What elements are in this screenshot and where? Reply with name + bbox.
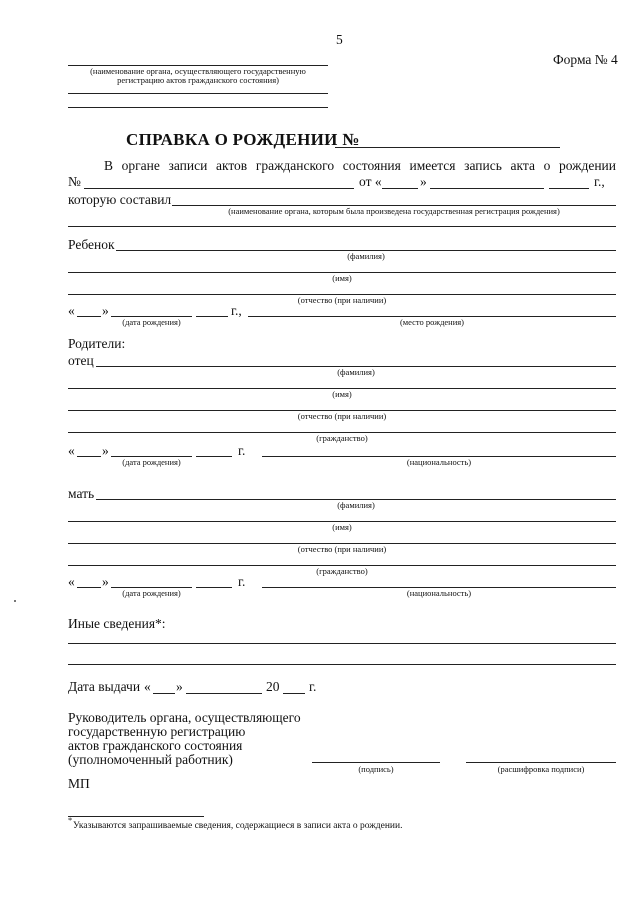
- mother-nationality-caption: (национальность): [406, 588, 472, 598]
- signature-caption: (подпись): [358, 764, 394, 774]
- child-date-open: «: [68, 303, 75, 318]
- footnote-text: Указываются запрашиваемые сведения, содержащиеся в записи акта о рождении.: [73, 821, 403, 831]
- mother-name-caption: (имя): [332, 522, 352, 532]
- issue-year-suffix: г.: [309, 679, 317, 694]
- issue-date-open: «: [144, 679, 151, 694]
- form-number: Форма № 4: [553, 52, 618, 67]
- issue-month-field[interactable]: [186, 693, 262, 694]
- document-title: СПРАВКА О РОЖДЕНИИ №: [126, 130, 360, 149]
- father-patronymic-caption: (отчество (при наличии): [297, 411, 387, 421]
- record-from-label: от «: [359, 174, 382, 189]
- record-number-field[interactable]: [84, 188, 354, 189]
- issue-date-close: »: [176, 679, 183, 694]
- mother-year-suffix: г.: [238, 574, 246, 589]
- authority-line-3[interactable]: [68, 107, 328, 108]
- child-label: Ребенок: [68, 237, 115, 252]
- signature-field[interactable]: [312, 762, 440, 763]
- child-surname-caption: (фамилия): [347, 251, 385, 261]
- parents-label: Родители:: [68, 336, 126, 351]
- mother-birth-day-field[interactable]: [77, 587, 101, 588]
- record-month-field[interactable]: [430, 188, 544, 189]
- mother-label: мать: [68, 486, 95, 501]
- father-date-close: »: [102, 443, 109, 458]
- father-birth-date-caption: (дата рождения): [122, 457, 181, 467]
- issue-year-field[interactable]: [283, 693, 305, 694]
- page-number: 5: [336, 32, 343, 47]
- child-name-caption: (имя): [332, 273, 352, 283]
- child-date-close: »: [102, 303, 109, 318]
- signatory-line-4: (уполномоченный работник): [68, 752, 233, 767]
- footnote-separator: [68, 816, 204, 817]
- issue-year-prefix: 20: [266, 679, 280, 694]
- father-name-caption: (имя): [332, 389, 352, 399]
- issue-day-field[interactable]: [153, 693, 175, 694]
- other-info-field-1[interactable]: [68, 643, 616, 644]
- mother-date-close: »: [102, 574, 109, 589]
- signature-decoding-field[interactable]: [466, 762, 616, 763]
- father-surname-caption: (фамилия): [337, 367, 375, 377]
- signatory-line-1: Руководитель органа, осуществляющего: [68, 710, 301, 725]
- compiled-label: которую составил: [68, 192, 172, 207]
- signatory-line-2: государственную регистрацию: [68, 724, 246, 739]
- mother-surname-caption: (фамилия): [337, 500, 375, 510]
- father-date-open: «: [68, 443, 75, 458]
- mother-birth-date-caption: (дата рождения): [122, 588, 181, 598]
- scan-speck: [14, 600, 16, 602]
- other-info-field-2[interactable]: [68, 664, 616, 665]
- child-birth-day-field[interactable]: [77, 316, 101, 317]
- compiled-caption: (наименование органа, которым была произведена государственная регистрация рождения): [228, 206, 560, 216]
- father-year-suffix: г.: [238, 443, 246, 458]
- father-birth-day-field[interactable]: [77, 456, 101, 457]
- issue-date-label: Дата выдачи: [68, 679, 141, 694]
- mother-date-open: «: [68, 574, 75, 589]
- mother-birth-year-field[interactable]: [196, 587, 232, 588]
- certificate-number-field[interactable]: [335, 147, 560, 148]
- child-birth-year-field[interactable]: [196, 316, 228, 317]
- record-year-suffix: г.,: [594, 174, 605, 189]
- record-year-field[interactable]: [549, 188, 589, 189]
- compiled-by-field-2[interactable]: [68, 226, 616, 227]
- child-patronymic-caption: (отчество (при наличии): [297, 295, 387, 305]
- other-info-label: Иные сведения*:: [68, 616, 166, 631]
- seal-mark: МП: [68, 776, 90, 791]
- authority-caption-1: (наименование органа, осуществляющего государственную: [90, 66, 306, 76]
- father-nationality-caption: (национальность): [406, 457, 472, 467]
- authority-line-2[interactable]: [68, 93, 328, 94]
- decoding-caption: (расшифровка подписи): [497, 764, 585, 774]
- child-year-suffix: г.,: [231, 303, 242, 318]
- child-birth-place-caption: (место рождения): [399, 317, 465, 327]
- child-birth-date-caption: (дата рождения): [122, 317, 181, 327]
- footnote-mark: *: [68, 815, 73, 825]
- record-quote-close: »: [420, 174, 427, 189]
- signatory-line-3: актов гражданского состояния: [68, 738, 243, 753]
- mother-citizenship-caption: (гражданство): [316, 566, 368, 576]
- authority-caption-2: регистрацию актов гражданского состояния): [117, 75, 279, 85]
- father-label: отец: [68, 353, 94, 368]
- record-day-field[interactable]: [382, 188, 418, 189]
- mother-patronymic-caption: (отчество (при наличии): [297, 544, 387, 554]
- intro-text: В органе записи актов гражданского состояния имеется запись акта о рождении: [104, 158, 616, 173]
- father-birth-year-field[interactable]: [196, 456, 232, 457]
- father-citizenship-caption: (гражданство): [316, 433, 368, 443]
- record-number-sign: №: [68, 174, 81, 189]
